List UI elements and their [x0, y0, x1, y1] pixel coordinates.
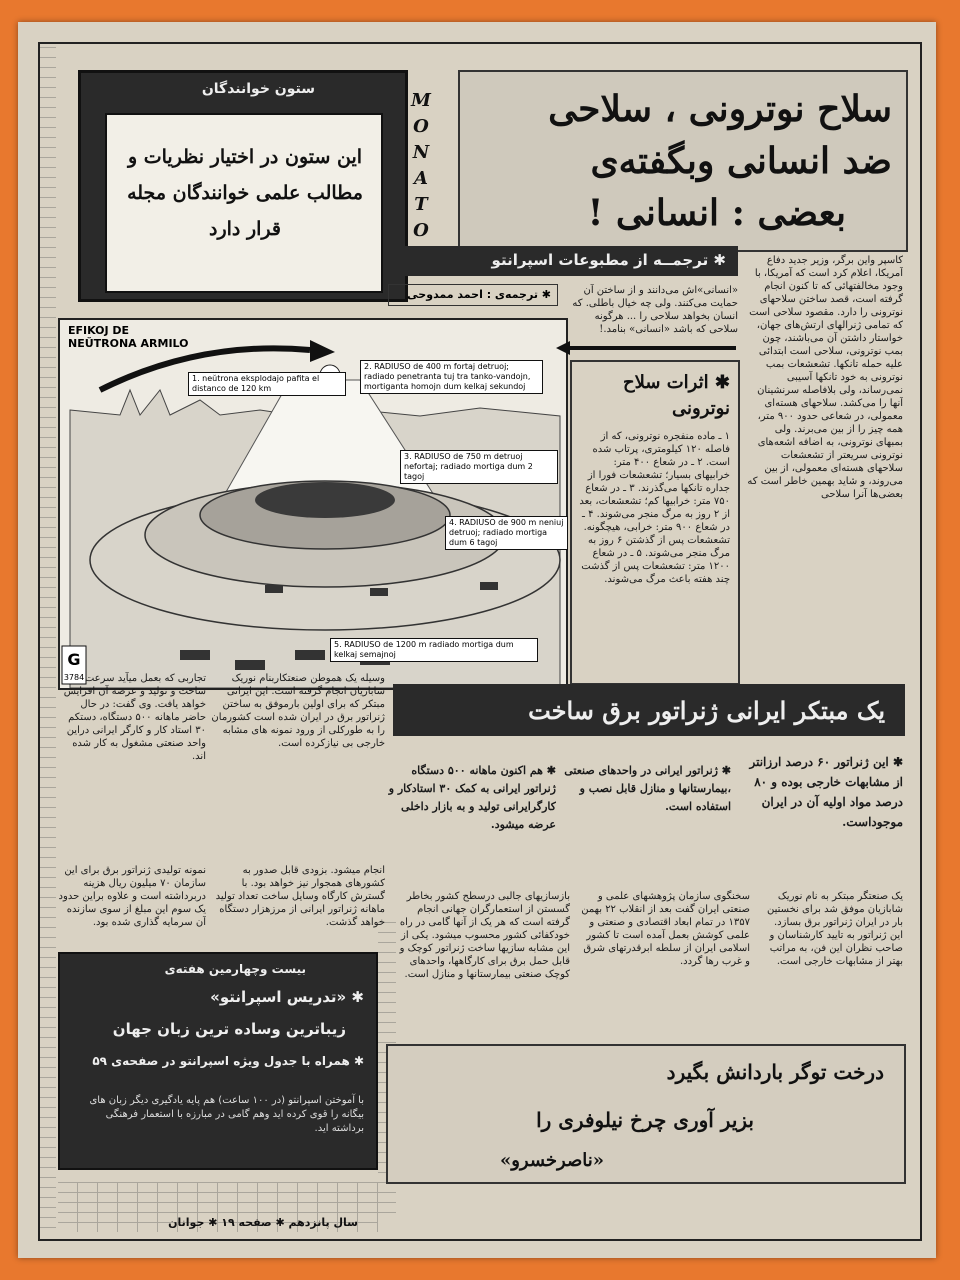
generator-col-b: ✱ ژنراتور ایرانی در واحدهای صنعتی ،بیمارستانها و منازل قابل نصب و استفاده است.	[564, 764, 731, 813]
readers-column-body: این ستون در اختیار نظریات و مطالب علمی خوانندگان مجله قرار دارد	[127, 146, 363, 240]
esperanto-table: ✱ همراه با جدول ویژه اسپرانتو در صفحه‌ی ۵۹	[92, 1054, 364, 1068]
poem-line1: درخت توگر باردانش بگیرد	[666, 1060, 884, 1084]
generator-lower-e: نمونه تولیدی ژنراتور برق برای این سازمان ۷۰ میلیون ریال هزینه دربرداشته است و علاوه براین حدود یک سوم این مبلغ از سوی سازنده آن سرمایه گذاری شده بود.	[58, 865, 206, 928]
effects-box	[570, 360, 740, 685]
source-label: ترجمــه از مطبوعات اسپرانتو	[491, 251, 709, 269]
svg-text:A: A	[414, 168, 428, 189]
neutron-diagram	[58, 318, 568, 690]
poem-line2: بزیر آوری چرخ نیلوفری را	[536, 1108, 754, 1132]
star-icon: ✱	[349, 1054, 364, 1068]
svg-text:N: N	[412, 142, 430, 163]
svg-text:M: M	[411, 90, 431, 111]
generator-col-d: وسیله یک هموطن صنعتکاربنام نوریک شابازیان انجام گرفته است. این ایرانی مبتکر که برای اولین بارموفق به ساختن ژنراتور برق در ایران شده است کشورمان را به طورکلی از ورود نمونه های مشابه خارجی بی نیازکرده است.	[211, 673, 385, 749]
esperanto-sub: زیباترین وساده ترین زبان جهان	[112, 1020, 346, 1038]
arrow-icon	[556, 340, 736, 354]
diagram-label-3: 3. RADIUSO de 750 m detruoj nefortaj; radiado mortiga dum 2 tagoj	[400, 450, 558, 484]
effects-title: ✱ اثرات سلاح نوترونی	[623, 372, 730, 419]
headline-line1: سلاح نوترونی ، سلاحی	[548, 88, 892, 130]
generator-lower-c: بازسازیهای جالبی درسطح کشور بخاطر گسستن از استعمارگران جهانی انجام گرفته است که هر یک از آنها گامی در راه خودکفائی کشور محسوب میشود. یکی از این مشابه سازیها ساخت ژنراتور کوچک و قابل حمل برق برای کارگاهها، واحدهای کوچک صنعتی بیمارستانها و منازل است.	[399, 891, 570, 980]
generator-col-a: ✱ این ژنراتور ۶۰ درصد ارزانتر از مشابهات خارجی بوده و ۸۰ درصد مواد اولیه آن در ایران موجوداست.	[749, 755, 903, 829]
diagram-label-5: 5. RADIUSO de 1200 m radiado mortiga dum kelkaj semajnoj	[330, 638, 538, 662]
esperanto-note: با آموختن اسپرانتو (در ۱۰۰ ساعت) هم پایه یادگیری دیگر زبان های بیگانه را قوی کرده اید وهم گامی در مبارزه با استعمار فرهنگی برداشته اید.	[89, 1095, 364, 1134]
star-icon: ✱	[537, 288, 551, 301]
esperanto-title: بیست وچهارمین هفته‌ی	[164, 962, 306, 976]
generator-col-c: ✱ هم اکنون ماهانه ۵۰۰ دستگاه ژنراتور ایرانی به کمک ۳۰ استادکار و کارگرایرانی تولید و به بازار داخلی عرضه میشود.	[388, 764, 556, 831]
diagram-label-2: 2. RADIUSO de 400 m fortaj detruoj; radiado penetranta tuj tra tanko-vandojn, mortiganta homojn dum kelkaj sekundoj	[360, 360, 543, 394]
right-column-text: کاسپر واین برگر، وزیر جدید دفاع آمریکا، اعلام کرد است که آمریکا، با وجود مخالفتهائی که تا کنون انجام گرفته است، قصد ساختن سلاحهای نوترونی را دارد. مقصود سلاحی است که تمامی ژنرالهای ارتش‌های جهان، خواستار داشتن آن می‌باشند، چون بمب نوترونی، سلاحی است ابتدائی علیه حمله تانکها. تشعشعات بمب نوترونی به خود تانکها آسیبی نمی‌رساند، ولی بلافاصله سرنشینان آنها را می‌کشد. سلاحهای هسته‌ای معمولی، در شعاعی حدود ۹۰۰ متر، همه چیز را از بین می‌برند. ولی بمبهای نوترونی، به اضافه اشعه‌های نوترونی سریعتر از تشعشعات سلاحهای هسته‌ای معمولی، از بین می‌روند، و شاید بهمین خاطر است که بعضی‌ها آنرا سلاحی	[747, 255, 903, 500]
star-icon: ✱	[346, 988, 364, 1006]
generator-lower-d: انجام میشود. بزودی قابل صدور به کشورهای همجوار نیز خواهد بود. با گسترش کارگاه وسایل ساخت تعداد تولید ماهانه ژنراتور ایرانی از مرزهزار دستگاه خواهد گذشت.	[215, 865, 385, 928]
monato-logo	[406, 82, 436, 252]
poem-author: «ناصرخسرو»	[499, 1150, 604, 1171]
star-icon: ✱	[542, 764, 556, 777]
star-icon: ✱	[708, 372, 730, 393]
effects-body: ۱ ـ ماده منفجره نوترونی، که از فاصله ۱۲۰ کیلومتری، پرتاب شده است. ۲ ـ در شعاع ۴۰۰ متر: خرابیهای بسیار؛ تشعشعات فورا از جداره تانکها می‌گذرند. ۳ ـ در شعاع ۷۵۰ متر: خرابیها کم؛ تشعشعات، بعد از ۲ روز به مرگ منجر می‌شوند. ۴ ـ در شعاع ۹۰۰ متر: خرابی، هیچگونه. تشعشعات پس از گذشتن ۶ روز به مرگ منجر می‌شوند. ۵ ـ در شعاع ۱۲۰۰ متر: تشعشعات پس از گذشت چند هفته باعث مرگ می‌شوند.	[579, 431, 730, 585]
star-icon: ✱	[888, 755, 903, 769]
magazine-page	[18, 22, 936, 1258]
svg-text:O: O	[413, 220, 429, 241]
svg-text:G: G	[67, 650, 81, 669]
page-footer: سال پانزدهم ✱ صفحه ۱۹ ✱ جوانان	[168, 1216, 358, 1229]
translator-box	[388, 284, 558, 306]
diagram-title: EFIKOJ DE NEŬTRONA ARMILO	[68, 324, 189, 350]
star-icon: ✱	[708, 251, 726, 269]
svg-text:T: T	[414, 194, 428, 215]
readers-column-box	[78, 70, 408, 302]
generator-col-e: تجاربی که بعمل میآید سرعت ساخت و تولید و عرضه آن افزایش خواهد یافت. وی گفت: در حال حاضر ماهانه ۵۰۰ دستگاه، دستکم ۳۰ استاد کار و کارگر ایرانی دراین واحد صنعتی مشغول به کار شده اند.	[63, 673, 206, 762]
headline-line2: ضد انسانی وبگفته‌ی	[590, 140, 892, 182]
headline-line3: بعضی : انسانی !	[587, 192, 846, 234]
star-icon: ✱	[717, 764, 731, 777]
generator-lower-b: سخنگوی سازمان پژوهشهای علمی و صنعتی ایران گفت بعد از انقلاب ۲۲ بهمن ۱۳۵۷ در تمام ابعاد اقتصادی و صنعتی و علمی کوشش بعمل آمده است تا کشور اسلامی ایران از سلطه ابرقدرتهای شرق و غرب رها گردد.	[581, 891, 750, 967]
readers-column-title: ستون خوانندگان	[201, 81, 315, 97]
esperanto-box	[58, 952, 378, 1170]
monato-logo-svg	[406, 82, 436, 252]
headline-box	[458, 70, 908, 252]
diagram-label-4: 4. RADIUSO de 900 m neniuj detruoj; radiado mortiga dum 6 tagoj	[445, 516, 568, 550]
diagram-label-1: 1. neŭtrona eksplodajo pafita el distanco de 120 km	[188, 372, 346, 396]
generator-lower-a: یک صنعتگر مبتکر به نام نوریک شابازیان موفق شد برای نخستین بار در ایران ژنراتور برق بسازد. این ژنراتور به تایید کارشناسان و صاحب نظران این فن، به مراتب بهتر از مشابهات خارجی است.	[767, 891, 903, 967]
poem-box	[386, 1044, 906, 1184]
svg-text:O: O	[413, 116, 429, 137]
translator: ترجمه‌ی : احمد ممدوحی	[407, 288, 538, 301]
source-bar	[403, 246, 738, 276]
generator-headline: یک مبتکر ایرانی ژنراتور برق ساخت	[393, 684, 905, 736]
intro-text: «انسانی»اش می‌دانند و از ساختن آن حمایت می‌کنند. ولی چه خیال باطلی. که انسان بخواهد سلاحی را ... هرگونه سلاحی که باشد «انسانی» بنامد.!	[572, 285, 738, 335]
diagram-code: 3784	[63, 673, 85, 682]
esperanto-course: ✱ «تدریس اسپرانتو»	[210, 988, 364, 1006]
